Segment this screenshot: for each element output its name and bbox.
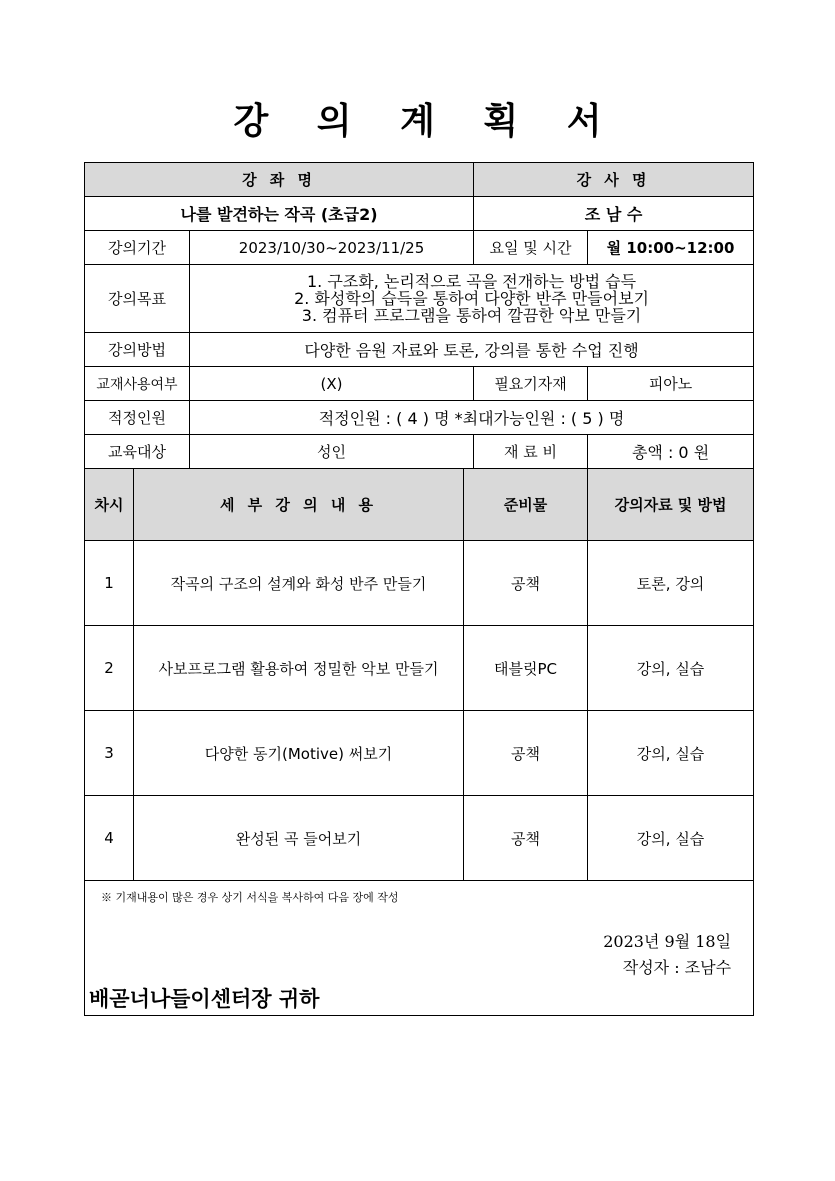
document-title: 강 의 계 획 서 bbox=[233, 101, 620, 142]
capacity-value: 적정인원 : ( 4 ) 명 *최대가능인원 : ( 5 ) 명 bbox=[190, 401, 754, 435]
period-value: 2023/10/30~2023/11/25 bbox=[190, 231, 474, 265]
session-no: 4 bbox=[85, 796, 134, 881]
session-prep: 공책 bbox=[464, 711, 588, 796]
table-row bbox=[85, 626, 754, 711]
session-prep: 태블릿PC bbox=[464, 626, 588, 711]
day-time-value: 월 10:00~12:00 bbox=[588, 231, 754, 265]
session-materials: 강의, 실습 bbox=[588, 711, 754, 796]
session-materials: 토론, 강의 bbox=[588, 541, 754, 626]
session-content: 작곡의 구조의 설계와 화성 반주 만들기 bbox=[134, 541, 464, 626]
session-no-header: 차시 bbox=[85, 469, 134, 541]
session-materials: 강의, 실습 bbox=[588, 626, 754, 711]
lecture-plan-table bbox=[84, 162, 754, 1016]
course-name-label: 강 좌 명 bbox=[85, 163, 474, 197]
period-label: 강의기간 bbox=[85, 231, 190, 265]
table-row bbox=[85, 711, 754, 796]
equipment-value: 피아노 bbox=[588, 367, 754, 401]
material-fee-label: 재 료 비 bbox=[474, 435, 588, 469]
instructor-label: 강 사 명 bbox=[474, 163, 754, 197]
target-value: 성인 bbox=[190, 435, 474, 469]
signature-date: 2023년 9월 18일 bbox=[603, 932, 732, 951]
table-row bbox=[85, 796, 754, 881]
instructor-value: 조 남 수 bbox=[474, 197, 754, 231]
material-fee-value: 총액 : 0 원 bbox=[588, 435, 754, 469]
footer-note: ※ 기재내용이 많은 경우 상기 서식을 복사하여 다음 장에 작성 bbox=[101, 891, 399, 904]
writer-name: 작성자 : 조남수 bbox=[622, 958, 732, 977]
session-content: 다양한 동기(Motive) 써보기 bbox=[134, 711, 464, 796]
session-prep-header: 준비물 bbox=[464, 469, 588, 541]
session-prep: 공책 bbox=[464, 541, 588, 626]
table-row bbox=[85, 541, 754, 626]
course-name-value: 나를 발견하는 작곡 (초급2) bbox=[85, 197, 474, 231]
target-label: 교육대상 bbox=[85, 435, 190, 469]
goals-list bbox=[190, 265, 754, 333]
goal-item: 2. 화성학의 습득을 통하여 다양한 반주 만들어보기 bbox=[294, 289, 649, 308]
footer-section bbox=[85, 881, 754, 1016]
session-no: 1 bbox=[85, 541, 134, 626]
textbook-value: (X) bbox=[190, 367, 474, 401]
goals-label: 강의목표 bbox=[85, 265, 190, 333]
recipient: 배곧너나들이센터장 귀하 bbox=[89, 986, 320, 1011]
session-materials-header: 강의자료 및 방법 bbox=[588, 469, 754, 541]
method-value: 다양한 음원 자료와 토론, 강의를 통한 수업 진행 bbox=[190, 333, 754, 367]
capacity-label: 적정인원 bbox=[85, 401, 190, 435]
goal-item: 1. 구조화, 논리적으로 곡을 전개하는 방법 습득 bbox=[306, 272, 637, 291]
session-content: 완성된 곡 들어보기 bbox=[134, 796, 464, 881]
textbook-label: 교재사용여부 bbox=[85, 367, 190, 401]
goal-item: 3. 컴퓨터 프로그램을 통하여 깔끔한 악보 만들기 bbox=[301, 306, 642, 325]
session-no: 2 bbox=[85, 626, 134, 711]
session-content: 사보프로그램 활용하여 정밀한 악보 만들기 bbox=[134, 626, 464, 711]
day-time-label: 요일 및 시간 bbox=[474, 231, 588, 265]
method-label: 강의방법 bbox=[85, 333, 190, 367]
session-prep: 공책 bbox=[464, 796, 588, 881]
session-materials: 강의, 실습 bbox=[588, 796, 754, 881]
session-content-header: 세 부 강 의 내 용 bbox=[134, 469, 464, 541]
equipment-label: 필요기자재 bbox=[474, 367, 588, 401]
session-no: 3 bbox=[85, 711, 134, 796]
